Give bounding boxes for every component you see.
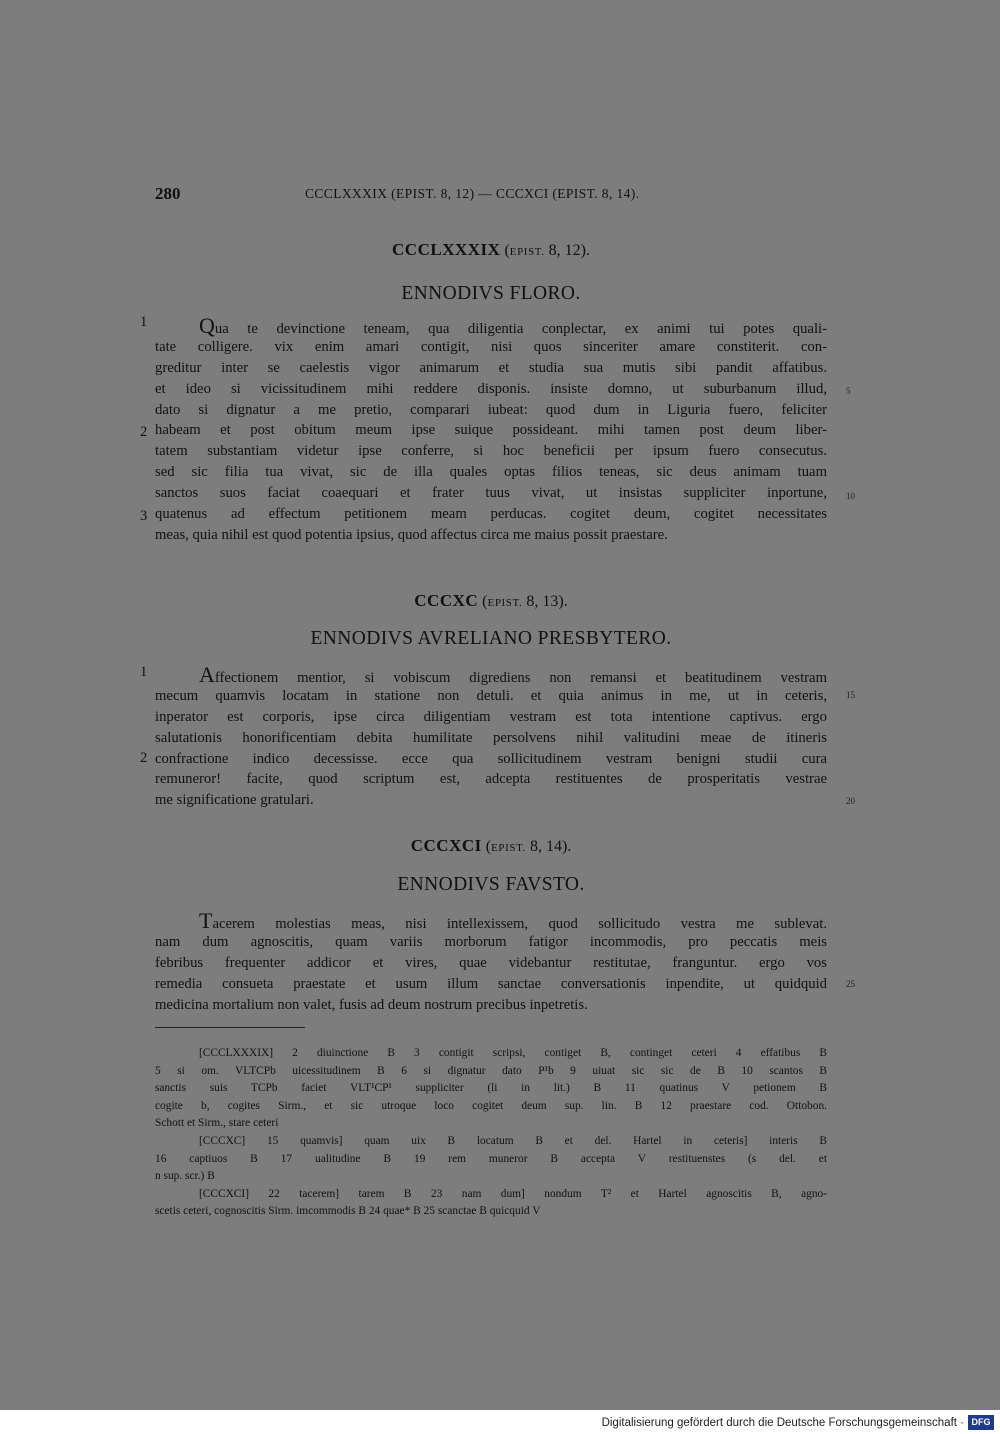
text-line: me significatione gratulari. (155, 792, 314, 809)
letter-heading (155, 240, 827, 260)
line-number: 5 (846, 386, 851, 396)
note-line: [CCCXCI] 22 tacerem] tarem B 23 nam dum] nondum T² et Hartel agnoscitis B, agno- (199, 1187, 827, 1200)
text-line: medicina mortalium non valet, fusis ad deum nostrum precibus inpetretis. (155, 996, 588, 1013)
text-line: febribus frequenter addicor et vires, quae videbantur restitutae, franguntur. ergo vos (155, 954, 827, 971)
text-line: tate colligere. vix enim amari contigit, nisi quos sinceriter amare constiterit. con- (155, 338, 827, 355)
page-number: 280 (155, 184, 181, 203)
text-line: confractione indico decessisse. ecce qua sollicitudinem vestram benigni studii cura (155, 750, 827, 767)
line-number: 25 (846, 979, 855, 989)
epist-ref-open: ( (482, 593, 488, 610)
letter-number: CCCXCI (410, 836, 482, 855)
epist-label: EPIST. (509, 246, 545, 258)
footnote-rule (155, 1027, 305, 1028)
note-line: 16 captiuos B 17 ualitudine B 19 rem muneror B accepta V restituenstes (s del. et (155, 1152, 827, 1165)
text-line: habeam et post obitum meum ipse suique possideant. mihi tamen post deum liber- (155, 422, 827, 439)
letter-addressee: ENNODIVS FLORO. (401, 283, 581, 304)
text-span: acerem molestias meas, nisi intellexissem, quod sollicitudo vestra me sublevat. (212, 916, 827, 932)
text-line: remedia consueta praestate et usum illum sanctae conversationis inpendite, ut quidquid (155, 975, 827, 992)
paragraph-number: 3 (140, 508, 148, 524)
note-line: [CCCLXXXIX] 2 diuinctione B 3 contigit scripsi, contiget B, continget ceteri 4 effatibus B (199, 1047, 827, 1059)
footer-bar (0, 1410, 1000, 1434)
paragraph-number: 1 (140, 314, 148, 330)
note-line: [CCCXC] 15 quamvis] quam uix B locatum B et del. Hartel in ceteris] interis B (199, 1134, 827, 1147)
text-line: dato si dignatur a me pretio, comparari iubeat: quod dum in Liguria fuero, feliciter (155, 401, 827, 418)
letter-heading (155, 591, 827, 611)
text-line (155, 908, 827, 933)
text-span: ffectionem mentior, si vobiscum digrediens non remansi et beatitudinem vestram (214, 670, 827, 686)
epist-ref-open: ( (485, 838, 492, 855)
text-line: meas, quia nihil est quod potentia ipsius, quod affectus circa me maius possit praestare. (155, 526, 668, 543)
text-line: et ideo si vicissitudinem mihi reddere disponis. insiste domno, ut suburbanum illud, (155, 380, 827, 397)
paragraph-number: 2 (140, 750, 148, 766)
drop-cap: T (199, 908, 213, 933)
epist-ref-open: ( (504, 242, 510, 259)
epist-ref: 8, 14). (525, 838, 572, 855)
letter-text (155, 662, 827, 811)
note-line: scetis ceteri, cognoscitis Sirm. imcommodis B 24 quae* B 25 scanctae B quicquid V (155, 1205, 541, 1218)
text-line: tatem substantiam videtur ipse conferre, si hoc beneficii per ipsum fuero consecutus. (155, 443, 827, 460)
text-line (155, 313, 827, 338)
critical-apparatus (155, 1045, 827, 1221)
text-line: quatenus ad effectum petitionem meam perducas. cogitet deum, cogitet necessitates (155, 506, 827, 523)
text-line: remuneror! facite, quod scriptum est, adcepta restituentes de prosperitatis vestrae (155, 771, 827, 788)
text-line: salutationis honorificentiam debita humilitate persolvens nihil valitudini meae de itineris (155, 729, 827, 746)
text-span: ua te devinctione teneam, qua diligentia conplectar, ex animi tui potes quali- (214, 321, 827, 337)
note-line: n sup. scr.) B (155, 1170, 215, 1183)
letter-number: CCCLXXXIX (392, 240, 501, 259)
letter-heading (155, 836, 827, 856)
epist-label: EPIST. (487, 597, 523, 609)
dfg-logo-icon: DFG (968, 1415, 994, 1430)
note-line: Schott et Sirm., stare ceteri (155, 1117, 279, 1130)
note-line: sanctis suis TCPb faciet VLT¹CP¹ suppliciter (li in lit.) B 11 quatinus V petionem B (155, 1082, 827, 1095)
note-line: 5 si om. VLTCPb uicessitudinem B 6 si dignatur dato P¹b 9 uiuat sic sic de B 10 scantos B (155, 1064, 827, 1077)
paragraph-number: 2 (140, 424, 148, 440)
letter-text (155, 908, 827, 1015)
epist-ref: 8, 12). (544, 242, 590, 259)
line-number: 10 (846, 491, 855, 501)
note-line: cogite b, cogites Sirm., et sic utroque loco cogitet deum sup. lin. B 12 praestare cod. Ottobon. (155, 1099, 827, 1112)
text-line: sed sic filia tua vivat, sic de illa quales optas filios teneas, sic deus animam tuam (155, 464, 827, 481)
letter-number: CCCXC (414, 591, 479, 610)
letter-text (155, 313, 827, 546)
epist-ref: 8, 13). (522, 593, 568, 610)
running-title: CCCLXXXIX (EPIST. 8, 12) — CCCXCI (EPIST. 8, 14). (305, 186, 640, 201)
text-line: mecum quamvis locatam in statione non detuli. et quia animus in me, ut in ceteris, (155, 687, 827, 704)
text-line: sanctos suos faciat coaequari et frater tuus vivat, ut insistas suppliciter inportune, (155, 485, 827, 502)
letter-addressee: ENNODIVS AVRELIANO PRESBYTERO. (310, 628, 672, 649)
text-line: inperator est corporis, ipse circa diligentiam vestram est tota intentione captivus. ergo (155, 708, 827, 725)
text-line: nam dum agnoscitis, quam variis morborum fatigor incommodis, pro peccatis meis (155, 933, 827, 950)
drop-cap: Q (199, 313, 215, 338)
paragraph-number: 1 (140, 664, 148, 680)
epist-label: EPIST. (491, 842, 526, 854)
text-line (155, 662, 827, 687)
line-number: 20 (846, 796, 855, 806)
line-number: 15 (846, 690, 855, 700)
funding-note: Digitalisierung gefördert durch die Deutsche Forschungsgemeinschaft · (601, 1417, 964, 1429)
text-line: greditur inter se caelestis vigor animarum et studia sua mutis sibi pandit affatibus. (155, 359, 827, 376)
drop-cap: A (199, 662, 215, 687)
letter-addressee: ENNODIVS FAVSTO. (397, 874, 585, 895)
running-head (155, 180, 827, 206)
